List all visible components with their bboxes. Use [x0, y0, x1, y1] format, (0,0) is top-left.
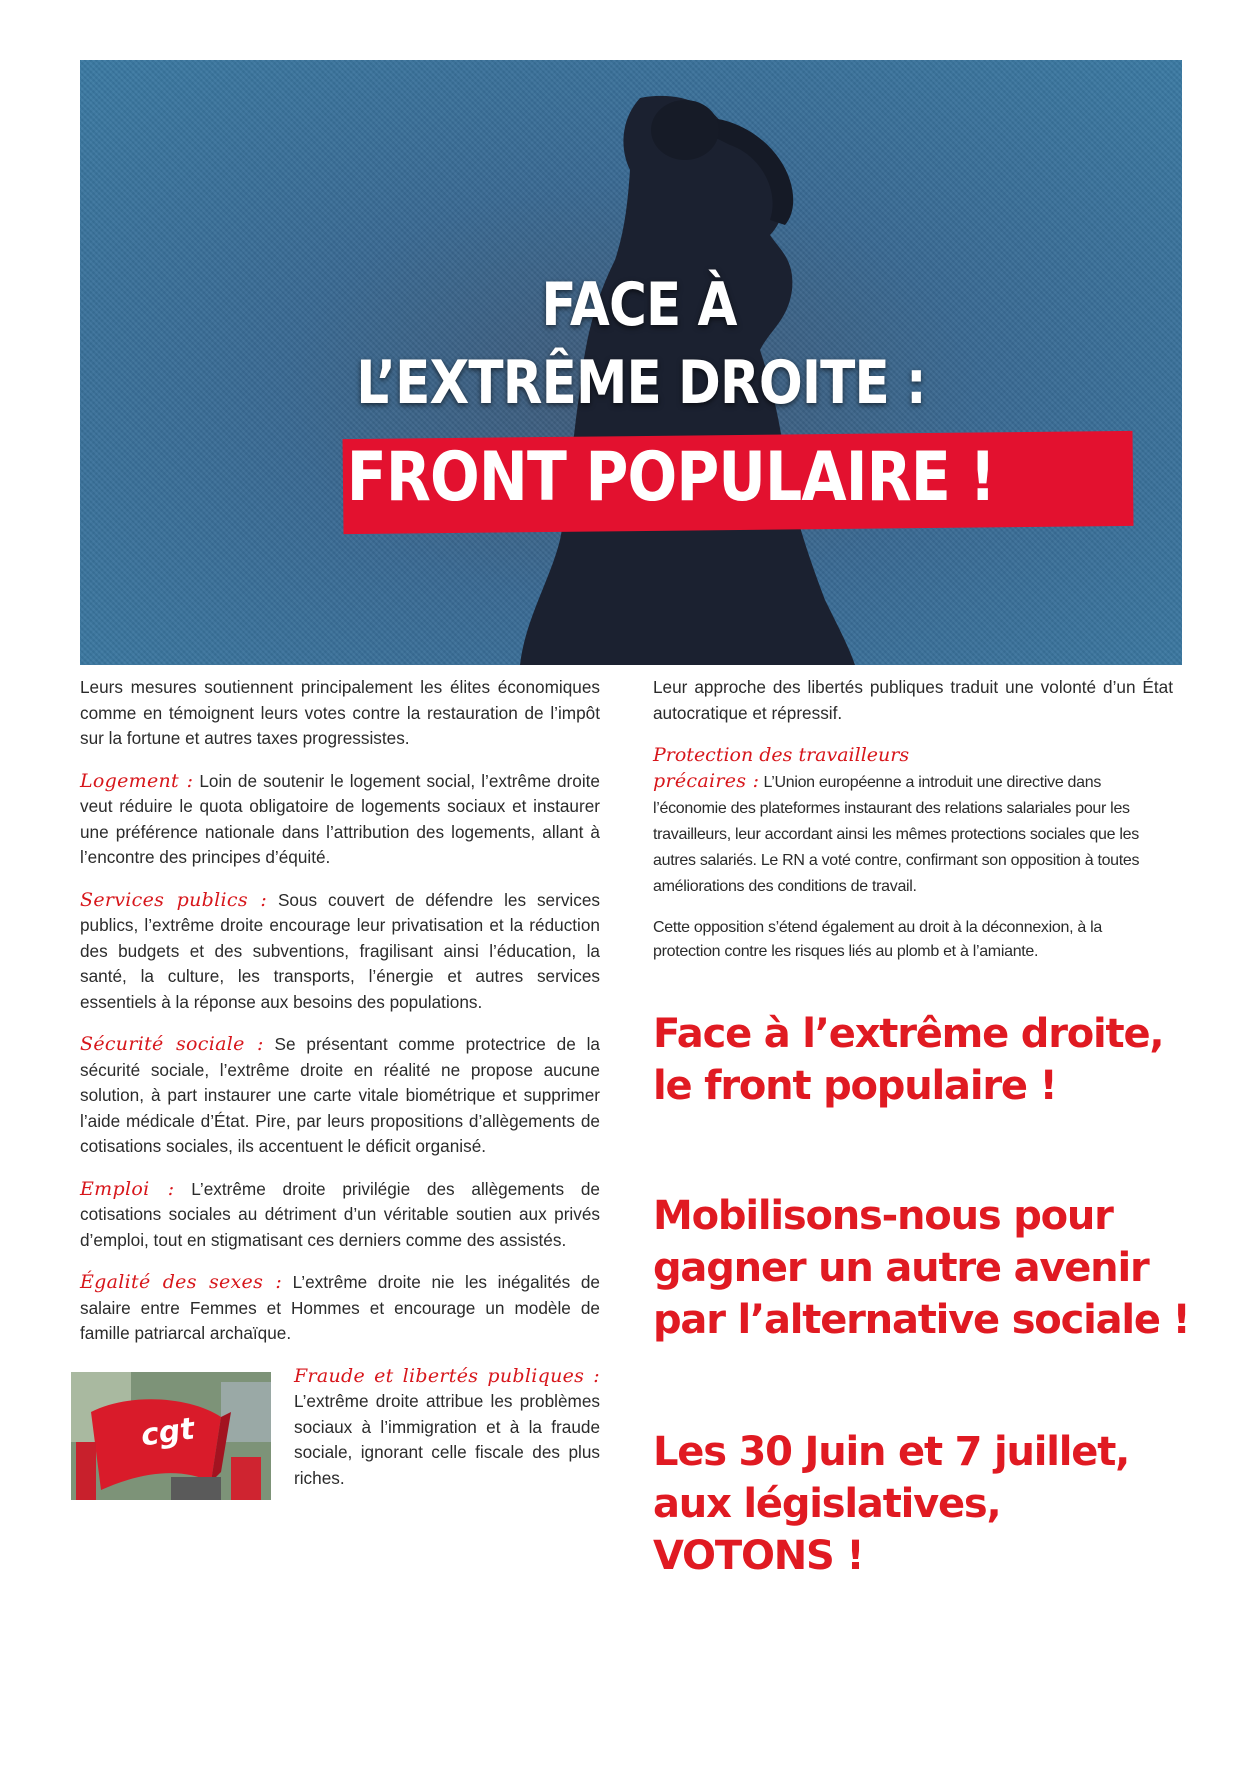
- egalite-text: L’extrême droite nie les inégalités de salaire entre Femmes et Hommes et encourage un modèle de famille patriarcal archaïque.: [80, 1272, 600, 1343]
- slogan-mobilisons: Mobilisons-nous pour gagner un autre avenir par l’alternative sociale !: [653, 1193, 1190, 1343]
- opposition-paragraph: Cette opposition s’étend également au droit à la déconnexion, à la protection contre les risques liés au plomb et à l’amiante.: [653, 918, 1102, 960]
- hero-title-line2: L’EXTRÊME DROITE :: [356, 348, 926, 418]
- services-paragraph: [80, 888, 600, 1016]
- emploi-paragraph: [80, 1177, 600, 1254]
- left-intro: Leurs mesures soutiennent principalement les élites économiques comme en témoignent leurs votes contre la restauration de l’impôt sur la fortune et autres taxes progressistes.: [80, 677, 600, 748]
- hero-banner: [80, 60, 1182, 665]
- slogan-votons: Les 30 Juin et 7 juillet, aux législatives, VOTONS !: [653, 1429, 1130, 1579]
- fraude-text: L’extrême droite attribue les problèmes sociaux à l’immigration et à la fraude sociale, ignorant celle fiscale des plus riches.: [294, 1391, 600, 1488]
- emploi-label: Emploi :: [80, 1177, 175, 1200]
- hero-title-line1: FACE À: [541, 270, 737, 340]
- emploi-text: L’extrême droite privilégie des allègements de cotisations sociales au détriment d’un véritable soutien aux privés d’emploi, tout en stigmatisant ces derniers comme des assistés.: [80, 1178, 600, 1250]
- logement-text: Loin de soutenir le logement social, l’extrême droite veut réduire le quota obligatoire de logements sociaux et instaurer une préférence nationale dans l’attribution des logements, allant à l’encontre des principes d’équité.: [80, 770, 600, 867]
- protection-paragraph: [653, 743, 1173, 899]
- securite-paragraph: [80, 1032, 600, 1160]
- securite-text: Se présentant comme protectrice de la sécurité sociale, l’extrême droite en réalité ne propose aucune solution, à part instaurer une carte vitale biométrique et supprimer l’aide médicale d’État. Pire, par leurs propositions d’allègements de cotisations sociales, ils accentuent le déficit organisé.: [80, 1034, 600, 1156]
- protection-text: L’Union européenne a introduit une directive dans l’économie des plateformes instaurant des relations salariales pour les travailleurs, leur accordant ainsi les mêmes protections sociales que les autres salariés. Le RN a voté contre, confirmant son opposition à toutes améliorations des conditions de travail.: [653, 773, 1140, 895]
- slogan-front-populaire: Face à l’extrême droite, le front populaire !: [653, 1011, 1164, 1109]
- fraude-paragraph: [294, 1364, 600, 1492]
- services-text: Sous couvert de défendre les services publics, l’extrême droite encourage leur privatisation et la réduction des budgets et des subventions, fragilisant ainsi l’éducation, la santé, la culture, les transports, l’énergie et autres services essentiels à la réponse aux besoins des populations.: [80, 889, 600, 1012]
- left-column: [80, 675, 600, 1524]
- securite-label: Sécurité sociale :: [80, 1033, 264, 1055]
- logement-paragraph: [80, 769, 600, 871]
- protection-label-line1: Protection des travailleurs: [653, 744, 910, 766]
- egalite-paragraph: [80, 1270, 600, 1347]
- flag-text: cgt: [138, 1410, 197, 1454]
- fraude-label: Fraude et libertés publiques :: [294, 1364, 600, 1387]
- fraude-section: [80, 1364, 600, 1524]
- right-intro: Leur approche des libertés publiques traduit une volonté d’un État autocratique et répressif.: [653, 677, 1173, 723]
- protection-label-line2: précaires :: [653, 769, 760, 792]
- right-column: [653, 675, 1173, 981]
- services-label: Services publics :: [80, 888, 268, 911]
- cgt-flag-photo: [71, 1372, 271, 1500]
- logement-label: Logement :: [80, 769, 194, 792]
- egalite-label: Égalité des sexes :: [80, 1271, 283, 1293]
- hero-title-line3: FRONT POPULAIRE !: [346, 438, 996, 517]
